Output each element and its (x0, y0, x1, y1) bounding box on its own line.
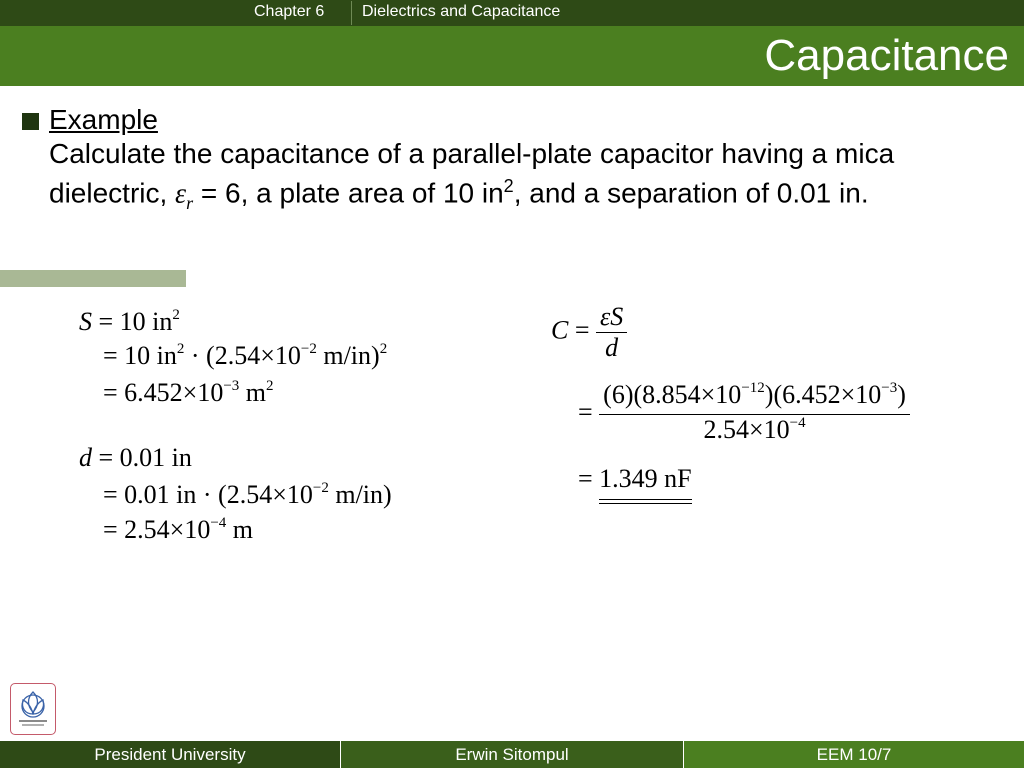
problem-text-2: = 6, a plate area of 10 in (193, 177, 504, 209)
var-C: C (551, 315, 569, 345)
capacitance-line-1: C = $\frac{\varepsilon S}{d}$ (551, 302, 627, 363)
problem-statement (49, 138, 1009, 219)
footer-bar (0, 741, 1024, 768)
example-label: Example (49, 104, 158, 135)
epsilon-symbol: ε (175, 178, 187, 210)
distance-line-2: = 0.01 in · ($2.54\times 10^{-2}$ m/in) (103, 480, 392, 509)
substituted-fraction: $\frac{(6)(8.854\times 10^{-12})(6.452\times 10^{-3})}{2.54\times 10^{-4}}$ (599, 380, 910, 449)
capacitance-result: = 1.349 nF (578, 464, 692, 493)
footer-author: Erwin Sitompul (341, 741, 683, 768)
distance-line-1: d = 0.01 in (79, 443, 192, 472)
footer-institution: President University (0, 741, 340, 768)
president-university-logo-icon (10, 683, 56, 735)
var-S: S (79, 307, 92, 336)
accent-bar (0, 270, 186, 287)
distance-line-3: = $2.54\times 10^{-4}$ m (103, 515, 254, 544)
capacitance-line-2: = $\frac{(6)(8.854\times 10^{-12})(6.452\times 10^{-3})}{2.54\times 10^{-4}}$ (578, 380, 910, 449)
bullet-square-icon (22, 113, 39, 130)
chapter-label: Chapter 6 (254, 3, 325, 20)
var-d: d (79, 443, 92, 472)
result-value: 1.349 nF (599, 464, 692, 493)
epsilon-subscript: r (186, 192, 194, 213)
area-line-1: S = 10 $in^2$ (79, 307, 180, 336)
header-bar (0, 0, 1024, 26)
area-line-2: = 10 $in^2 \cdot (2.54\times 10^{-2}$ m/in)$^2$ (103, 341, 388, 370)
slide-title: Capacitance (764, 31, 1009, 80)
formula-fraction: $\frac{\varepsilon S}{d}$ (596, 302, 627, 363)
footer-page-number: EEM 10/7 (684, 741, 1024, 768)
problem-text-3: , and a separation of 0.01 in. (513, 177, 869, 209)
problem-text-1: Calculate the capacitance of a parallel-plate capacitor having a mica dielectric, (49, 138, 895, 209)
area-line-3: = $6.452\times 10^{-3}$ $m^2$ (103, 378, 274, 407)
area-unit-sup: 2 (503, 176, 514, 196)
topic-label: Dielectrics and Capacitance (362, 3, 561, 20)
title-bar (0, 26, 1024, 86)
header-divider (351, 1, 352, 25)
